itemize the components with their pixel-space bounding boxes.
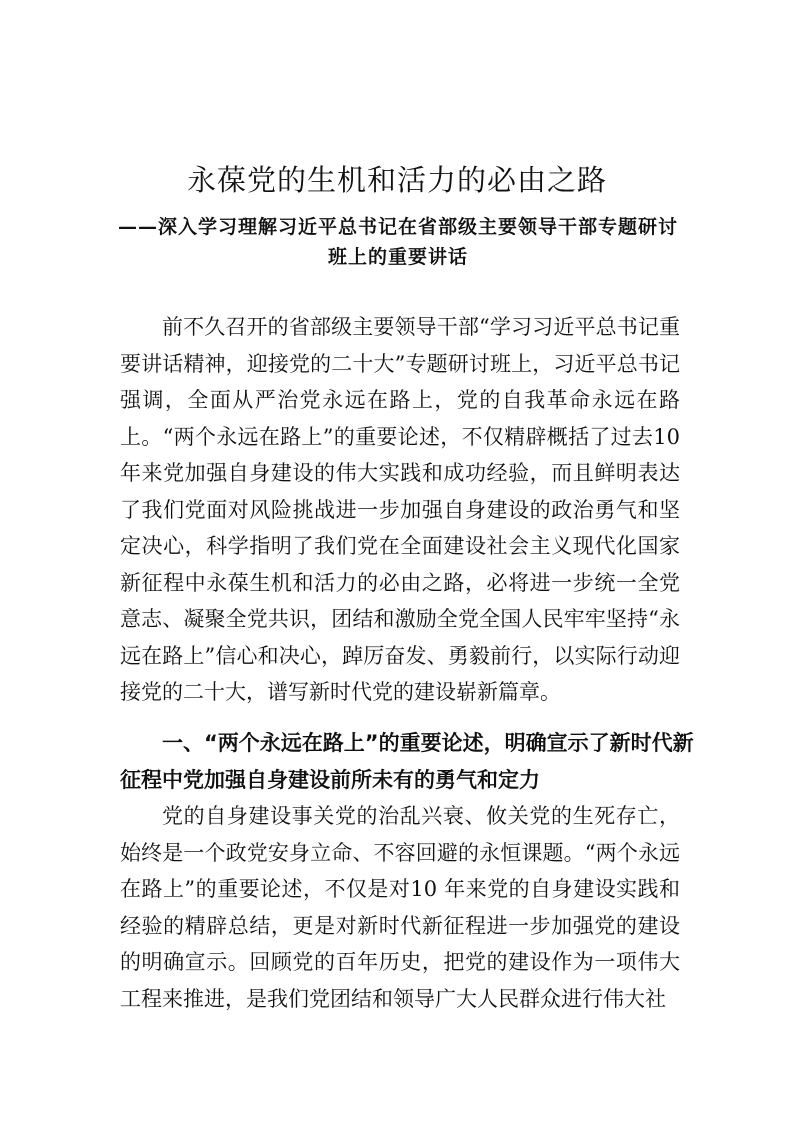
paragraph-section-1: 党的自身建设事关党的治乱兴衰、攸关党的生死存亡，始终是一个政党安身立命、不容回避的永恒课题。“两个永远在路上”的重要论述，不仅是对10 年来党的自身建设实践和经验的精辟总结，更是对新时代新征程进一步加强党的建设的明确宣示。回顾党的百年历史，把党的建设作为一项伟大工程来推进，是我们党团结和领导广大人民群众进行伟大社 — [120, 804, 680, 1011]
section-heading-1: 一、“两个永远在路上”的重要论述，明确宣示了新时代新征程中党加强自身建设前所未有的勇气和定力 — [120, 731, 694, 792]
document-title: 永葆党的生机和活力的必由之路 — [186, 163, 607, 197]
document-subtitle: ——深入学习理解习近平总书记在省部级主要领导干部专题研讨班上的重要讲话 — [118, 216, 679, 268]
paragraph-intro: 前不久召开的省部级主要领导干部“学习习近平总书记重要讲话精神，迎接党的二十大”专题研讨班上，习近平总书记强调，全面从严治党永远在路上，党的自我革命永远在路上。“两个永远在路上”的重要论述，不仅精辟概括了过去10 年来党加强自身建设的伟大实践和成功经验，而且鲜明表达了我们党面对风险挑战进一步加强自身建设的政治勇气和坚定决心，科学指明了我们党在全面建设社会主义现代化国家新征程中永葆生机和活力的必由之路，必将进一步统一全党意志、凝聚全党共识，团结和激励全党全国人民牢牢坚持“永远在路上”信心和决心，踔厉奋发、勇毅前行，以实际行动迎接党的二十大，谱写新时代党的建设崭新篇章。 — [120, 315, 680, 704]
